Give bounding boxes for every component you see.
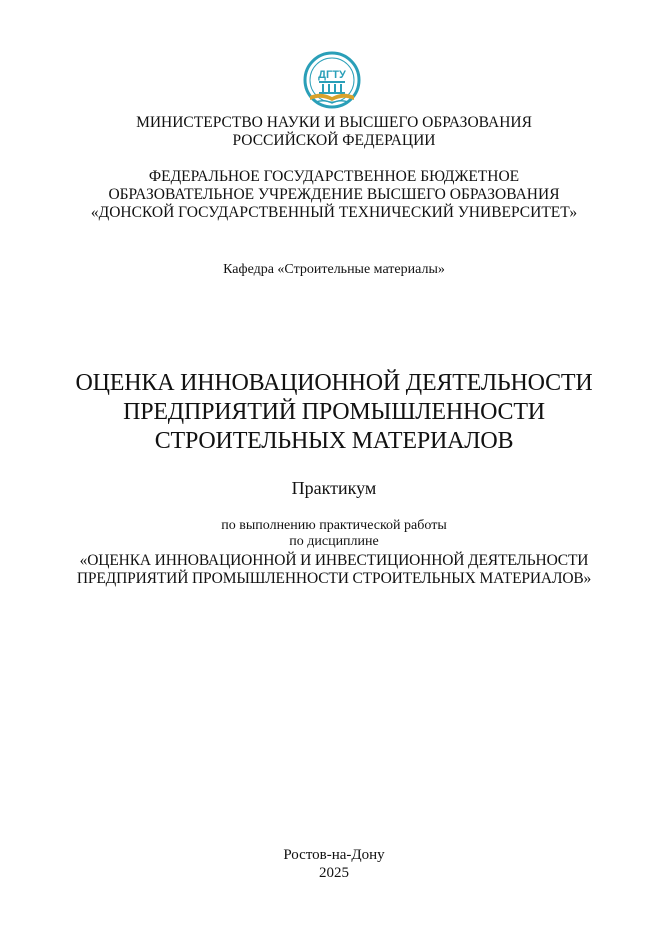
course-name xyxy=(0,552,668,588)
document-subtitle xyxy=(0,518,668,550)
publication-footer xyxy=(0,846,668,882)
document-title xyxy=(0,369,668,456)
institution-heading xyxy=(0,168,668,222)
ministry-line-2: РОССИЙСКОЙ ФЕДЕРАЦИИ xyxy=(232,132,436,149)
course-line-1: «ОЦЕНКА ИННОВАЦИОННОЙ И ИНВЕСТИЦИОННОЙ ДЕЯТЕЛЬНОСТИ xyxy=(79,552,589,569)
department-name: Кафедра «Строительные материалы» xyxy=(223,262,445,277)
institution-line-1: ФЕДЕРАЛЬНОЕ ГОСУДАРСТВЕННОЕ БЮДЖЕТНОЕ xyxy=(148,168,520,185)
subtitle-line-2: по дисциплине xyxy=(289,534,379,549)
document-type: Практикум xyxy=(291,478,377,498)
ministry-line-1: МИНИСТЕРСТВО НАУКИ И ВЫСШЕГО ОБРАЗОВАНИЯ xyxy=(136,114,532,131)
university-emblem-icon xyxy=(302,50,362,112)
title-line-3: СТРОИТЕЛЬНЫХ МАТЕРИАЛОВ xyxy=(154,428,514,454)
institution-line-2: ОБРАЗОВАТЕЛЬНОЕ УЧРЕЖДЕНИЕ ВЫСШЕГО ОБРАЗОВАНИЯ xyxy=(108,186,560,203)
title-line-1: ОЦЕНКА ИННОВАЦИОННОЙ ДЕЯТЕЛЬНОСТИ xyxy=(75,370,593,396)
institution-line-3: «ДОНСКОЙ ГОСУДАРСТВЕННЫЙ ТЕХНИЧЕСКИЙ УНИВЕРСИТЕТ» xyxy=(90,204,578,221)
emblem-text: ДГТУ xyxy=(318,69,346,81)
subtitle-line-1: по выполнению практической работы xyxy=(221,518,447,533)
title-line-2: ПРЕДПРИЯТИЙ ПРОМЫШЛЕННОСТИ xyxy=(123,399,545,425)
publication-city: Ростов-на-Дону xyxy=(283,847,385,863)
course-line-2: ПРЕДПРИЯТИЙ ПРОМЫШЛЕННОСТИ СТРОИТЕЛЬНЫХ МАТЕРИАЛОВ» xyxy=(76,570,592,587)
publication-year: 2025 xyxy=(319,865,349,881)
ministry-heading xyxy=(0,114,668,150)
